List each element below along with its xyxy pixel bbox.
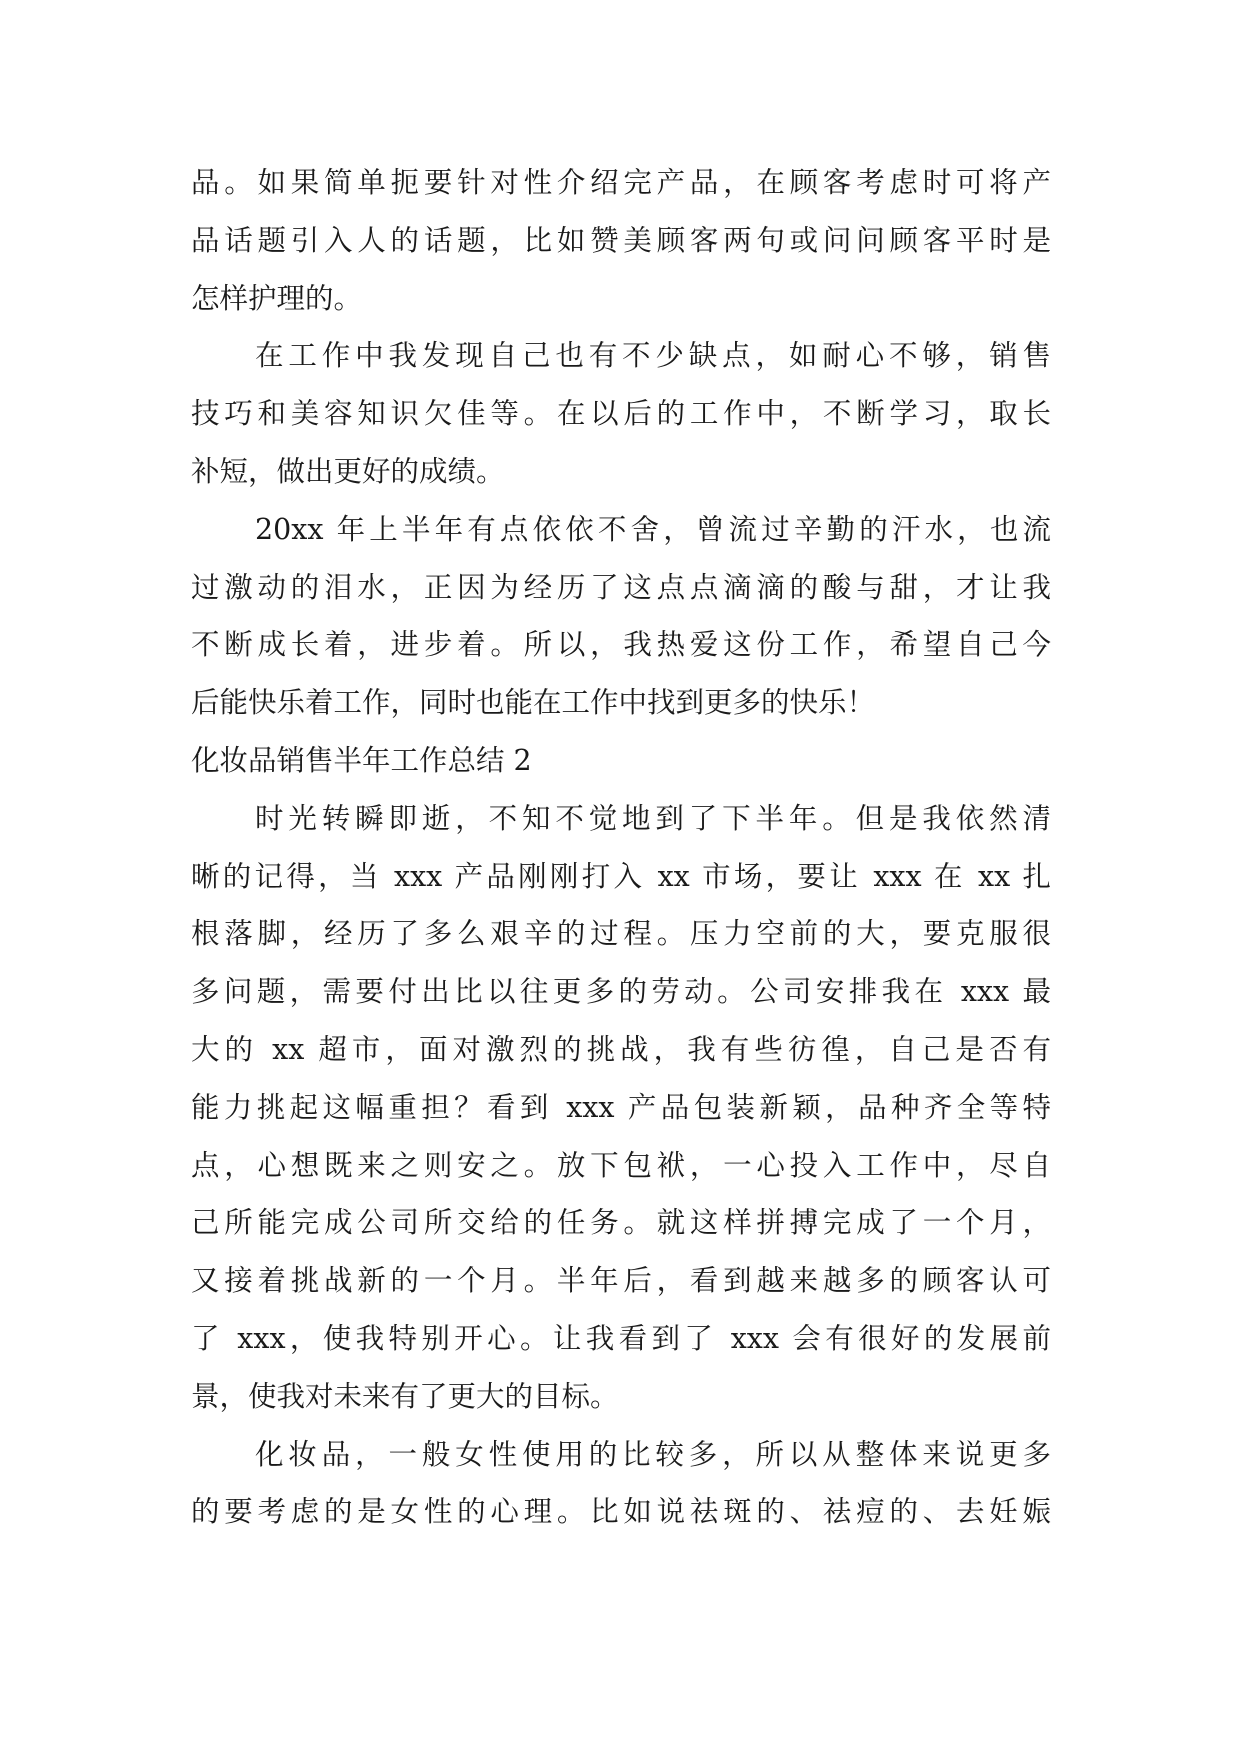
text-line: 后能快乐着工作，同时也能在工作中找到更多的快乐！ <box>191 686 876 720</box>
text-line: 时光转瞬即逝，不知不觉地到了下半年。但是我依然清 <box>255 801 1051 835</box>
text-line: 景，使我对未来有了更大的目标。 <box>191 1379 619 1413</box>
text-line: 技巧和美容知识欠佳等。在以后的工作中，不断学习，取长 <box>191 397 1051 431</box>
text-line: 能力挑起这幅重担？看到 xxx 产品包装新颖，品种齐全等特 <box>191 1090 1051 1124</box>
text-line: 点，心想既来之则安之。放下包袱，一心投入工作中，尽自 <box>191 1148 1051 1182</box>
text-line: 品。如果简单扼要针对性介绍完产品，在顾客考虑时可将产 <box>191 166 1051 199</box>
text-line: 根落脚，经历了多么艰辛的过程。压力空前的大，要克服很 <box>191 917 1051 951</box>
text-line: 品话题引入人的话题，比如赞美顾客两句或问问顾客平时是 <box>191 223 1051 257</box>
section-heading: 化妆品销售半年工作总结 2 <box>191 743 532 777</box>
text-line: 多问题，需要付出比以往更多的劳动。公司安排我在 xxx 最 <box>191 975 1051 1009</box>
text-line: 在工作中我发现自己也有不少缺点，如耐心不够，销售 <box>255 339 1051 373</box>
text-line: 过激动的泪水，正因为经历了这点点滴滴的酸与甜，才让我 <box>191 570 1051 604</box>
text-line: 了 xxx，使我特别开心。让我看到了 xxx 会有很好的发展前 <box>191 1321 1051 1355</box>
document-body <box>191 154 1051 1541</box>
text-line: 己所能完成公司所交给的任务。就这样拼搏完成了一个月， <box>191 1206 1051 1240</box>
text-line: 怎样护理的。 <box>191 281 363 315</box>
text-line: 又接着挑战新的一个月。半年后，看到越来越多的顾客认可 <box>191 1264 1051 1298</box>
text-line: 大的 xx 超市，面对激烈的挑战，我有些彷徨，自己是否有 <box>191 1032 1051 1066</box>
text-line: 补短，做出更好的成绩。 <box>191 454 505 488</box>
text-line: 晰的记得，当 xxx 产品刚刚打入 xx 市场，要让 xxx 在 xx 扎 <box>191 859 1051 893</box>
text-line: 化妆品，一般女性使用的比较多，所以从整体来说更多 <box>255 1437 1051 1471</box>
text-line: 的要考虑的是女性的心理。比如说祛斑的、祛痘的、去妊娠 <box>191 1495 1051 1529</box>
text-line: 不断成长着，进步着。所以，我热爱这份工作，希望自己今 <box>191 628 1051 662</box>
text-line: 20xx 年上半年有点依依不舍，曾流过辛勤的汗水，也流 <box>255 512 1051 546</box>
